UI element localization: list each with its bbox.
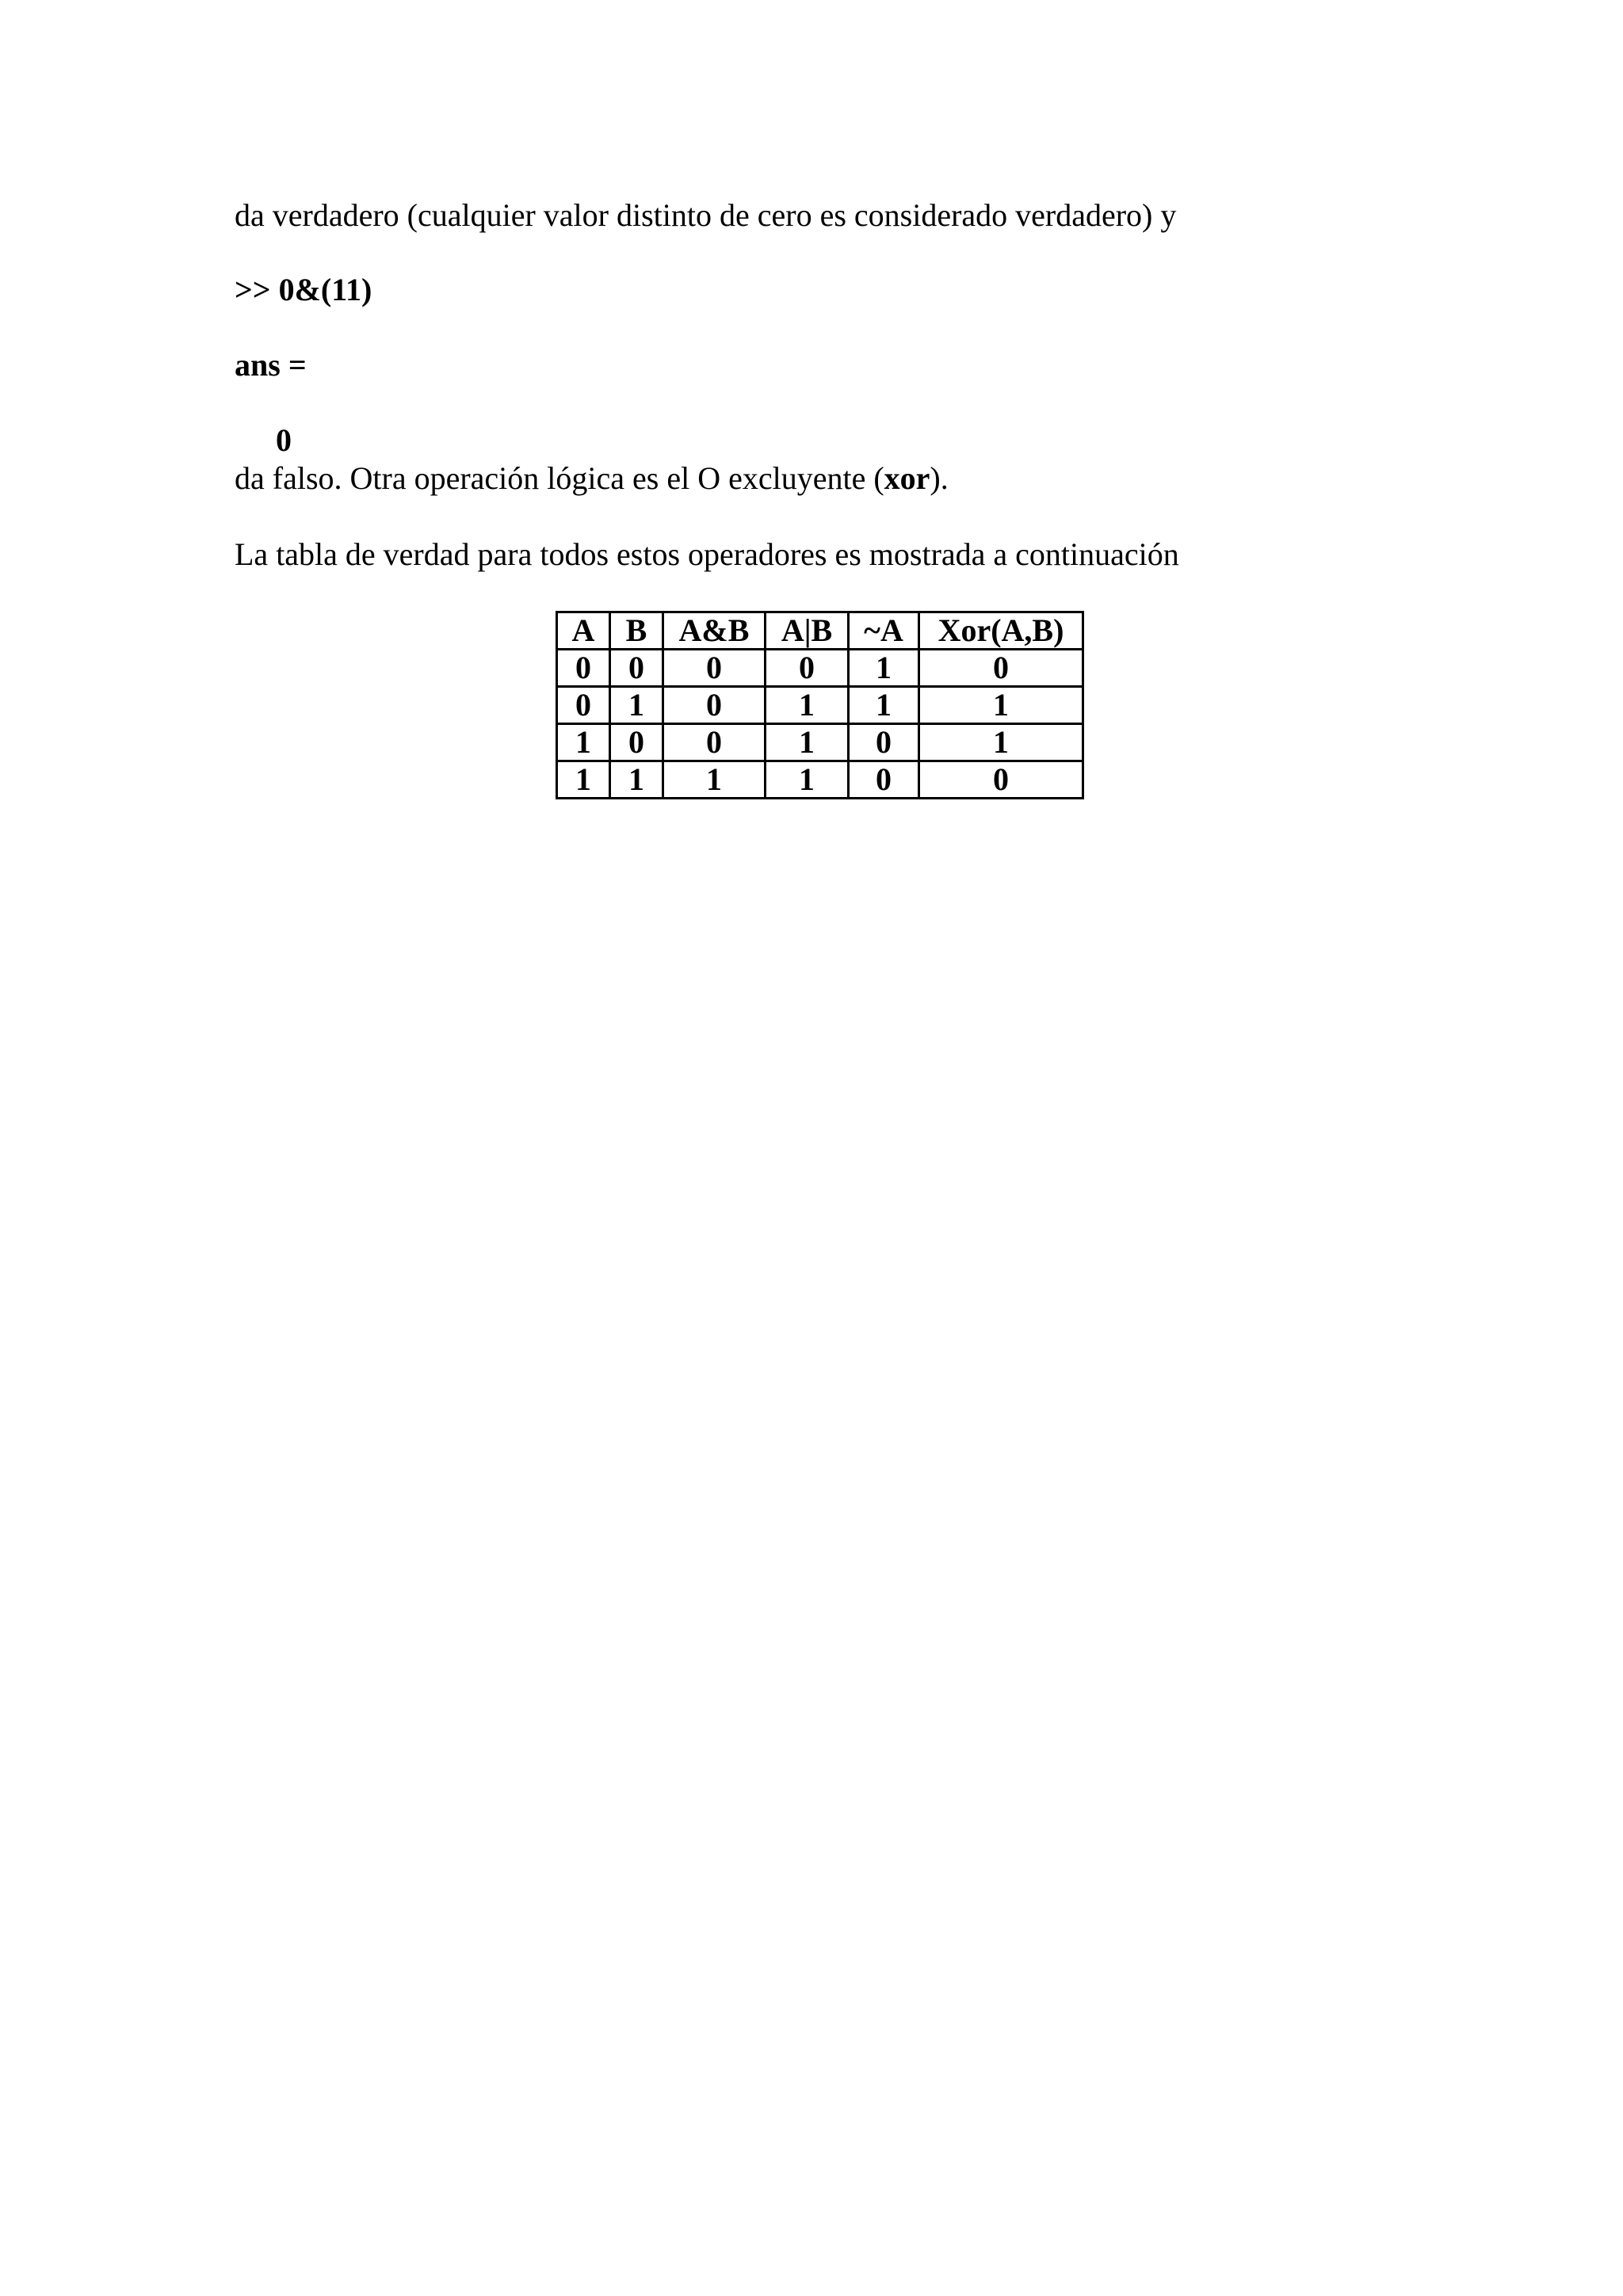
table-row — [557, 687, 1083, 724]
header-cell: A|B — [766, 612, 849, 650]
table-cell: 0 — [610, 724, 663, 761]
paragraph-verdadero: da verdadero (cualquier valor distinto de cero es considerado verdadero) y — [235, 197, 1177, 233]
paragraph-tabla: La tabla de verdad para todos estos operadores es mostrada a continuación — [235, 536, 1179, 572]
table-cell: 1 — [849, 687, 919, 724]
table-cell: 1 — [663, 761, 766, 799]
table-cell: 0 — [610, 650, 663, 687]
table-cell: 0 — [919, 761, 1083, 799]
paragraph-falso — [235, 460, 949, 498]
table-cell: 0 — [849, 761, 919, 799]
table-cell: 0 — [557, 687, 610, 724]
table-cell: 0 — [663, 687, 766, 724]
table-cell: 1 — [557, 761, 610, 799]
ans-value: 0 — [276, 422, 292, 458]
table-cell: 1 — [766, 687, 849, 724]
paragraph-falso-end: ). — [930, 460, 949, 496]
command-line: >> 0&(11) — [235, 272, 372, 307]
table-cell: 1 — [557, 724, 610, 761]
truth-table — [556, 611, 1084, 799]
table-cell: 1 — [766, 724, 849, 761]
table-cell: 0 — [663, 724, 766, 761]
table-cell: 1 — [610, 761, 663, 799]
table-cell: 1 — [849, 650, 919, 687]
table-cell: 1 — [919, 687, 1083, 724]
table-row — [557, 761, 1083, 799]
header-cell: B — [610, 612, 663, 650]
table-cell: 0 — [849, 724, 919, 761]
table-row — [557, 650, 1083, 687]
paragraph-falso-text: da falso. Otra operación lógica es el O excluyente ( — [235, 460, 884, 496]
truth-table-header-row — [557, 612, 1083, 650]
table-cell: 0 — [663, 650, 766, 687]
header-cell: Xor(A,B) — [919, 612, 1083, 650]
header-cell: A — [557, 612, 610, 650]
table-cell: 0 — [766, 650, 849, 687]
header-cell: ~A — [849, 612, 919, 650]
ans-label: ans = — [235, 347, 307, 383]
table-cell: 0 — [919, 650, 1083, 687]
table-cell: 1 — [610, 687, 663, 724]
table-row — [557, 724, 1083, 761]
table-cell: 1 — [766, 761, 849, 799]
xor-keyword: xor — [884, 460, 930, 496]
header-cell: A&B — [663, 612, 766, 650]
table-cell: 0 — [557, 650, 610, 687]
table-cell: 1 — [919, 724, 1083, 761]
